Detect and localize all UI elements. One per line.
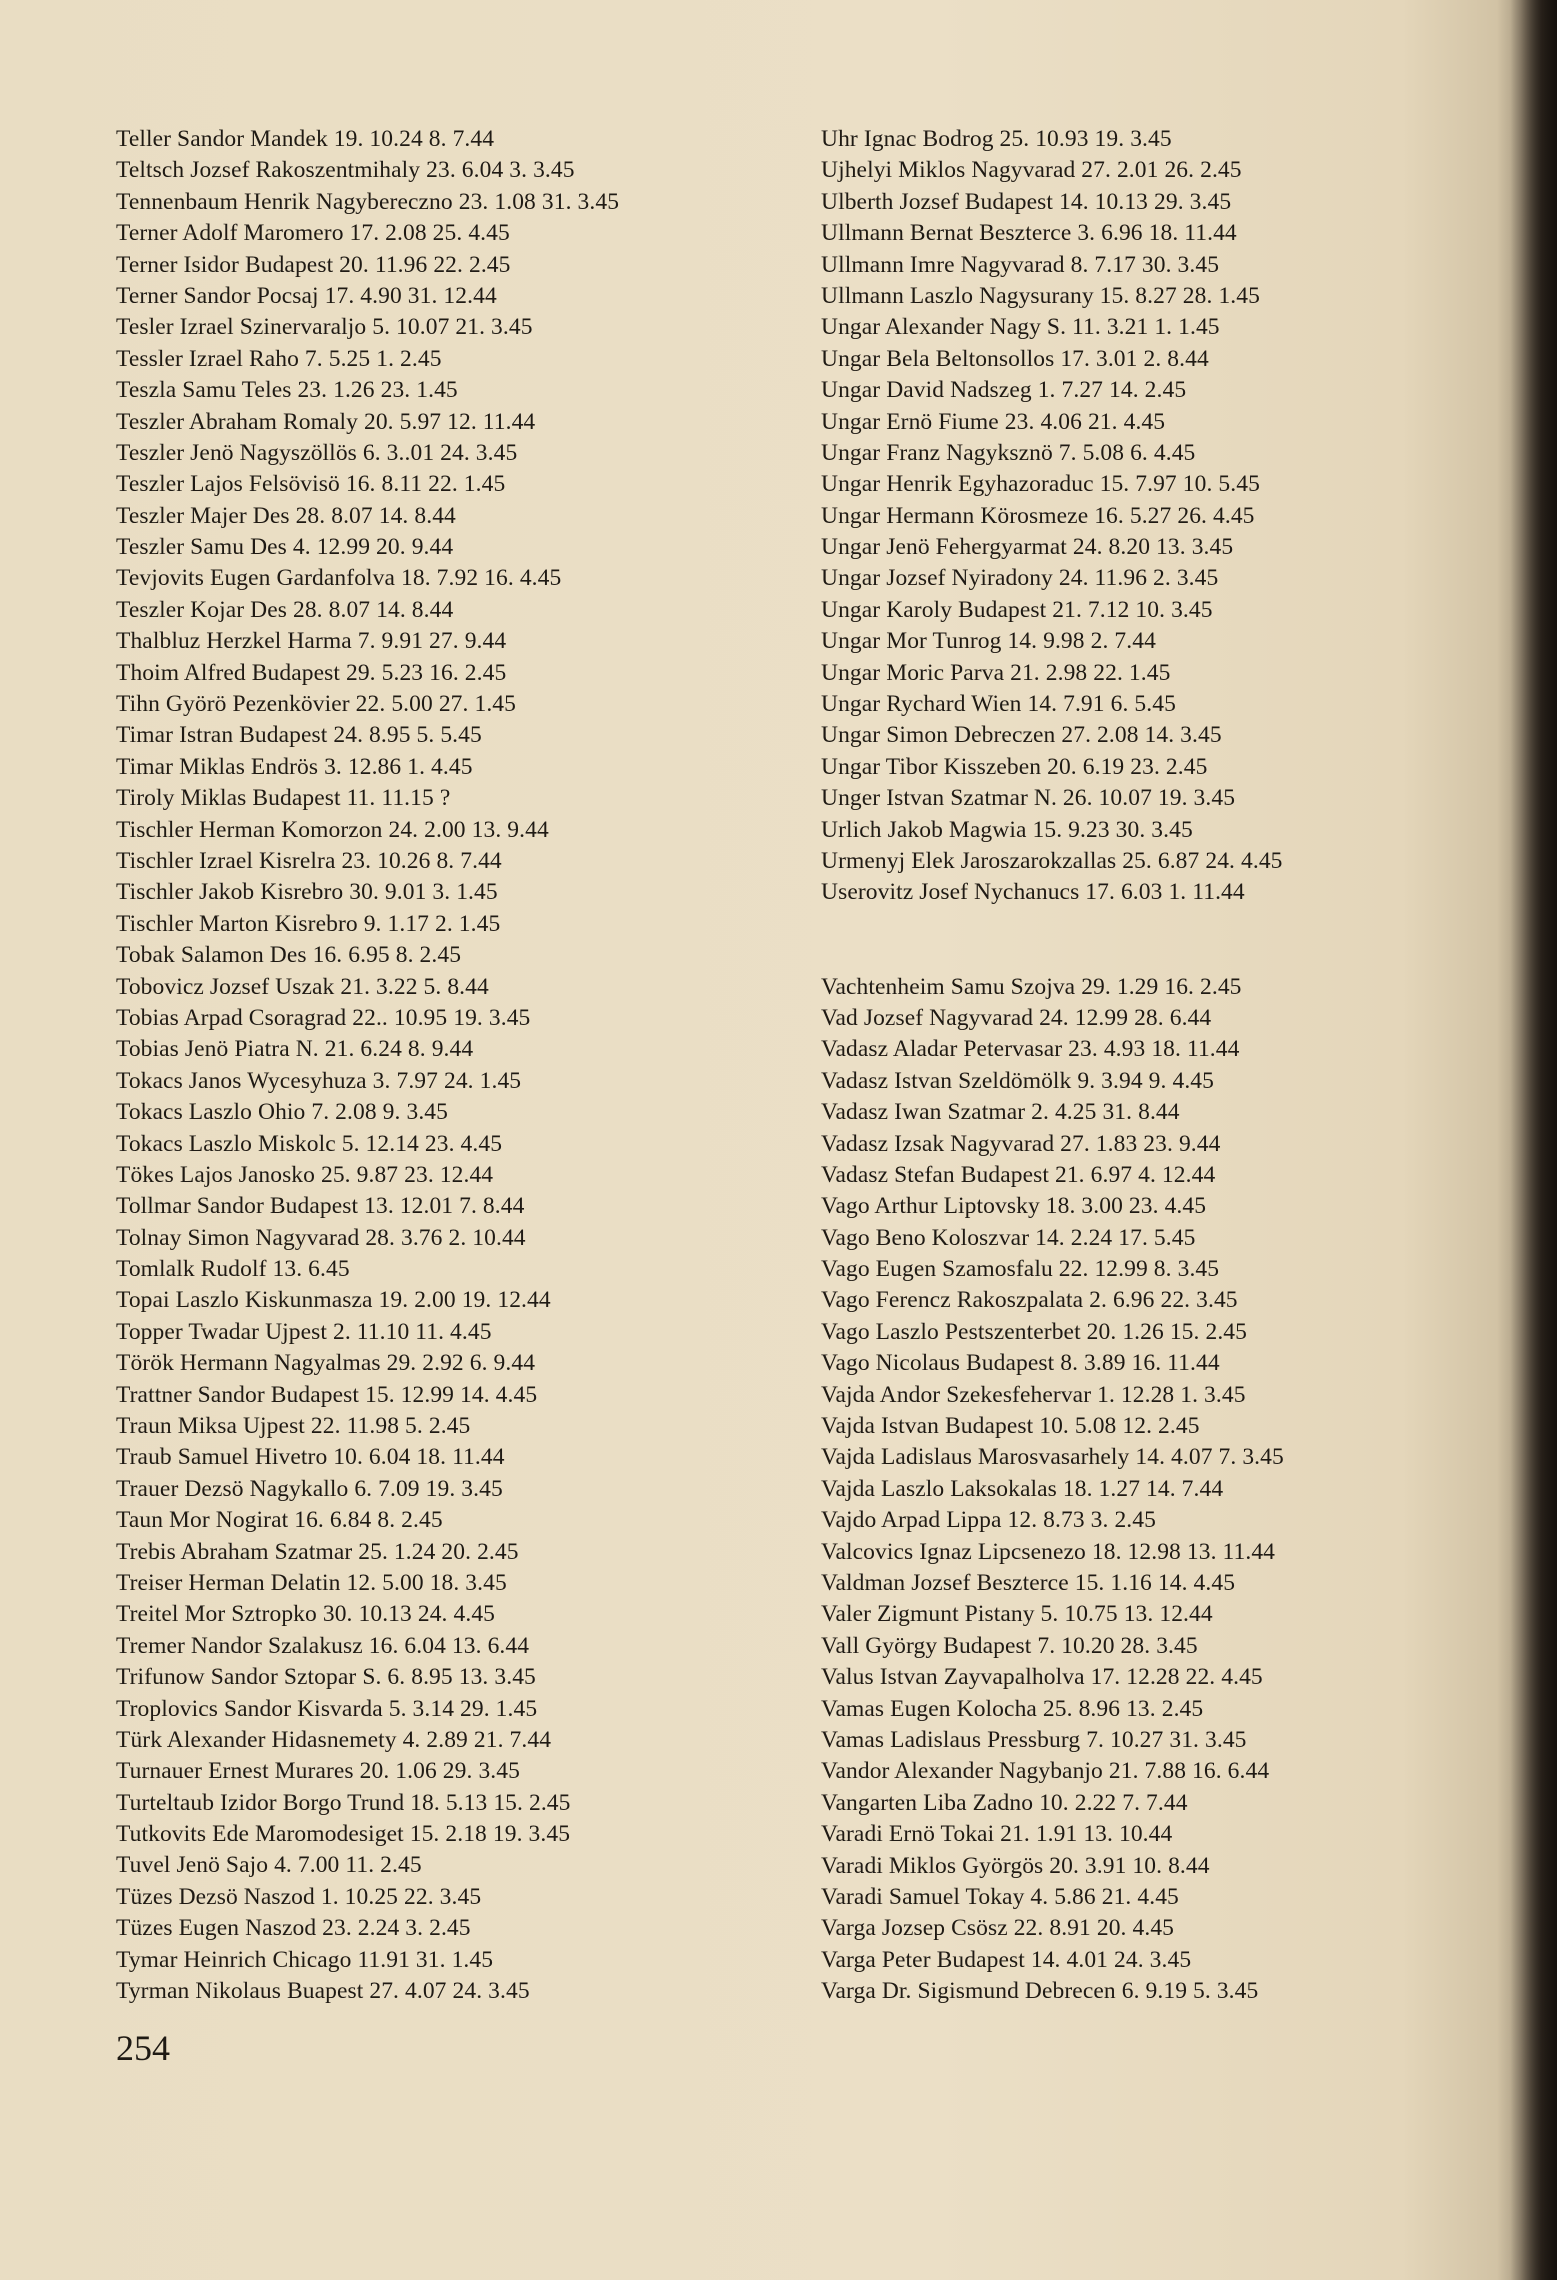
- record-entry: Vadasz Izsak Nagyvarad 27. 1.83 23. 9.44: [821, 1130, 1221, 1157]
- record-entry: Tessler Izrael Raho 7. 5.25 1. 2.45: [116, 345, 442, 372]
- record-entry: Ujhelyi Miklos Nagyvarad 27. 2.01 26. 2.45: [821, 157, 1242, 184]
- record-entry: Teszler Jenö Nagyszöllös 6. 3..01 24. 3.45: [116, 439, 518, 466]
- record-entry: Varadi Samuel Tokay 4. 5.86 21. 4.45: [821, 1883, 1179, 1910]
- record-entry: Tokacs Janos Wycesyhuza 3. 7.97 24. 1.45: [116, 1067, 522, 1094]
- record-entry: Ungar Tibor Kisszeben 20. 6.19 23. 2.45: [821, 753, 1208, 780]
- record-entry: Ungar Moric Parva 21. 2.98 22. 1.45: [821, 659, 1171, 686]
- record-entry: Tobovicz Jozsef Uszak 21. 3.22 5. 8.44: [116, 973, 489, 1000]
- record-entry: Tuvel Jenö Sajo 4. 7.00 11. 2.45: [116, 1852, 422, 1879]
- record-entry: Varga Dr. Sigismund Debrecen 6. 9.19 5. 3.45: [821, 1978, 1259, 2005]
- record-entry: Tobias Arpad Csoragrad 22.. 10.95 19. 3.45: [116, 1004, 531, 1031]
- record-entry: Ungar Franz Nagyksznö 7. 5.08 6. 4.45: [821, 439, 1196, 466]
- record-entry: Teltsch Jozsef Rakoszentmihaly 23. 6.04 3. 3.45: [116, 157, 575, 184]
- record-entry: Tokacs Laszlo Miskolc 5. 12.14 23. 4.45: [116, 1130, 503, 1157]
- record-entry: Ungar Mor Tunrog 14. 9.98 2. 7.44: [821, 628, 1156, 655]
- record-entry: Timar Miklas Endrös 3. 12.86 1. 4.45: [116, 753, 473, 780]
- record-entry: Valcovics Ignaz Lipcsenezo 18. 12.98 13. 11.44: [821, 1538, 1276, 1565]
- record-entry: Tiroly Miklas Budapest 11. 11.15 ?: [116, 785, 451, 812]
- record-entry: Tischler Herman Komorzon 24. 2.00 13. 9.44: [116, 816, 549, 843]
- record-entry: Turteltaub Izidor Borgo Trund 18. 5.13 15. 2.45: [116, 1789, 571, 1816]
- record-entry: Teszler Kojar Des 28. 8.07 14. 8.44: [116, 596, 454, 623]
- record-entry: Valer Zigmunt Pistany 5. 10.75 13. 12.44: [821, 1601, 1213, 1628]
- left-column: [116, 124, 619, 2007]
- record-entry: Tremer Nandor Szalakusz 16. 6.04 13. 6.44: [116, 1632, 530, 1659]
- record-entry: Vadasz Iwan Szatmar 2. 4.25 31. 8.44: [821, 1099, 1180, 1126]
- record-entry: Vamas Ladislaus Pressburg 7. 10.27 31. 3.45: [821, 1726, 1247, 1753]
- record-entry: Vachtenheim Samu Szojva 29. 1.29 16. 2.45: [821, 973, 1242, 1000]
- record-entry: Ullmann Imre Nagyvarad 8. 7.17 30. 3.45: [821, 251, 1220, 278]
- record-entry: Vajda Laszlo Laksokalas 18. 1.27 14. 7.44: [821, 1475, 1224, 1502]
- record-entry: Vajda Andor Szekesfehervar 1. 12.28 1. 3.45: [821, 1381, 1246, 1408]
- record-entry: Vago Nicolaus Budapest 8. 3.89 16. 11.44: [821, 1350, 1220, 1377]
- record-entry: Vajda Istvan Budapest 10. 5.08 12. 2.45: [821, 1413, 1200, 1440]
- record-entry: Teszler Lajos Felsövisö 16. 8.11 22. 1.45: [116, 471, 506, 498]
- record-entry: Ungar David Nadszeg 1. 7.27 14. 2.45: [821, 377, 1187, 404]
- record-entry: Ulberth Jozsef Budapest 14. 10.13 29. 3.45: [821, 188, 1232, 215]
- record-entry: Topai Laszlo Kiskunmasza 19. 2.00 19. 12.44: [116, 1287, 551, 1314]
- record-entry: Türk Alexander Hidasnemety 4. 2.89 21. 7.44: [116, 1726, 552, 1753]
- record-entry: Tüzes Dezsö Naszod 1. 10.25 22. 3.45: [116, 1883, 482, 1910]
- record-entry: Teller Sandor Mandek 19. 10.24 8. 7.44: [116, 126, 495, 152]
- record-entry: Troplovics Sandor Kisvarda 5. 3.14 29. 1.45: [116, 1695, 538, 1722]
- record-entry: Ungar Hermann Körosmeze 16. 5.27 26. 4.45: [821, 502, 1255, 529]
- record-entry: Teszler Abraham Romaly 20. 5.97 12. 11.44: [116, 408, 536, 435]
- record-entry: Thalbluz Herzkel Harma 7. 9.91 27. 9.44: [116, 628, 507, 655]
- record-entry: Treitel Mor Sztropko 30. 10.13 24. 4.45: [116, 1601, 496, 1628]
- record-entry: Trauer Dezsö Nagykallo 6. 7.09 19. 3.45: [116, 1475, 503, 1502]
- record-entry: Timar Istran Budapest 24. 8.95 5. 5.45: [116, 722, 482, 749]
- record-entry: Topper Twadar Ujpest 2. 11.10 11. 4.45: [116, 1318, 492, 1345]
- record-entry: Tokacs Laszlo Ohio 7. 2.08 9. 3.45: [116, 1099, 449, 1126]
- record-entry: Vajda Ladislaus Marosvasarhely 14. 4.07 7. 3.45: [821, 1444, 1284, 1471]
- record-entry: Vago Eugen Szamosfalu 22. 12.99 8. 3.45: [821, 1256, 1220, 1283]
- record-entry: Ungar Ernö Fiume 23. 4.06 21. 4.45: [821, 408, 1166, 435]
- record-entry: Ungar Rychard Wien 14. 7.91 6. 5.45: [821, 691, 1176, 718]
- record-entry: Userovitz Josef Nychanucs 17. 6.03 1. 11.44: [821, 879, 1245, 906]
- record-entry: Vadasz Istvan Szeldömölk 9. 3.94 9. 4.45: [821, 1067, 1215, 1094]
- record-entry: Ungar Bela Beltonsollos 17. 3.01 2. 8.44: [821, 345, 1209, 372]
- record-entry: Tesler Izrael Szinervaraljo 5. 10.07 21. 3.45: [116, 314, 533, 341]
- record-entry: Urlich Jakob Magwia 15. 9.23 30. 3.45: [821, 816, 1193, 843]
- record-entry: Ungar Henrik Egyhazoraduc 15. 7.97 10. 5.45: [821, 471, 1260, 498]
- record-entry: Ullmann Laszlo Nagysurany 15. 8.27 28. 1.45: [821, 282, 1260, 309]
- record-entry: Vamas Eugen Kolocha 25. 8.96 13. 2.45: [821, 1695, 1204, 1722]
- record-entry: Teszler Majer Des 28. 8.07 14. 8.44: [116, 502, 456, 529]
- record-entry: Traun Miksa Ujpest 22. 11.98 5. 2.45: [116, 1413, 471, 1440]
- record-entry: Ungar Karoly Budapest 21. 7.12 10. 3.45: [821, 596, 1213, 623]
- record-entry: Trifunow Sandor Sztopar S. 6. 8.95 13. 3.45: [116, 1664, 536, 1691]
- record-entry: Tihn Györö Pezenkövier 22. 5.00 27. 1.45: [116, 691, 516, 718]
- record-entry: Teszla Samu Teles 23. 1.26 23. 1.45: [116, 377, 458, 404]
- section-gap: [821, 909, 1284, 972]
- record-entry: Vago Beno Koloszvar 14. 2.24 17. 5.45: [821, 1224, 1196, 1251]
- record-entry: Tennenbaum Henrik Nagybereczno 23. 1.08 31. 3.45: [116, 188, 620, 215]
- record-entry: Terner Sandor Pocsaj 17. 4.90 31. 12.44: [116, 282, 497, 309]
- record-entry: Vago Arthur Liptovsky 18. 3.00 23. 4.45: [821, 1193, 1207, 1220]
- page-edge-shadow: [1497, 0, 1557, 2280]
- record-entry: Teszler Samu Des 4. 12.99 20. 9.44: [116, 534, 454, 561]
- record-entry: Ullmann Bernat Beszterce 3. 6.96 18. 11.44: [821, 220, 1237, 247]
- record-entry: Tutkovits Ede Maromodesiget 15. 2.18 19. 3.45: [116, 1821, 571, 1848]
- record-entry: Traub Samuel Hivetro 10. 6.04 18. 11.44: [116, 1444, 505, 1471]
- record-entry: Terner Isidor Budapest 20. 11.96 22. 2.45: [116, 251, 511, 278]
- record-entry: Varadi Miklos Györgös 20. 3.91 10. 8.44: [821, 1852, 1210, 1879]
- record-entry: Unger Istvan Szatmar N. 26. 10.07 19. 3.45: [821, 785, 1236, 812]
- record-entry: Vad Jozsef Nagyvarad 24. 12.99 28. 6.44: [821, 1004, 1212, 1031]
- record-entry: Vago Laszlo Pestszenterbet 20. 1.26 15. 2.45: [821, 1318, 1248, 1345]
- record-entry: Vandor Alexander Nagybanjo 21. 7.88 16. 6.44: [821, 1758, 1270, 1785]
- record-entry: Varga Peter Budapest 14. 4.01 24. 3.45: [821, 1946, 1192, 1973]
- record-entry: Tobias Jenö Piatra N. 21. 6.24 8. 9.44: [116, 1036, 474, 1063]
- record-entry: Tollmar Sandor Budapest 13. 12.01 7. 8.44: [116, 1193, 525, 1220]
- record-entry: Trebis Abraham Szatmar 25. 1.24 20. 2.45: [116, 1538, 519, 1565]
- record-entry: Vadasz Aladar Petervasar 23. 4.93 18. 11.44: [821, 1036, 1240, 1063]
- record-entry: Terner Adolf Maromero 17. 2.08 25. 4.45: [116, 220, 510, 247]
- record-entry: Ungar Simon Debreczen 27. 2.08 14. 3.45: [821, 722, 1222, 749]
- record-entry: Uhr Ignac Bodrog 25. 10.93 19. 3.45: [821, 126, 1172, 152]
- record-entry: Vago Ferencz Rakoszpalata 2. 6.96 22. 3.45: [821, 1287, 1238, 1314]
- record-entry: Treiser Herman Delatin 12. 5.00 18. 3.45: [116, 1569, 507, 1596]
- record-entry: Vangarten Liba Zadno 10. 2.22 7. 7.44: [821, 1789, 1188, 1816]
- record-entry: Trattner Sandor Budapest 15. 12.99 14. 4.45: [116, 1381, 538, 1408]
- record-entry: Taun Mor Nogirat 16. 6.84 8. 2.45: [116, 1507, 443, 1534]
- record-entry: Tolnay Simon Nagyvarad 28. 3.76 2. 10.44: [116, 1224, 526, 1251]
- record-entry: Tischler Izrael Kisrelra 23. 10.26 8. 7.44: [116, 847, 502, 874]
- record-entry: Vajdo Arpad Lippa 12. 8.73 3. 2.45: [821, 1507, 1156, 1534]
- record-entry: Valus Istvan Zayvapalholva 17. 12.28 22. 4.45: [821, 1664, 1263, 1691]
- record-entry: Tischler Marton Kisrebro 9. 1.17 2. 1.45: [116, 910, 501, 937]
- record-entry: Tevjovits Eugen Gardanfolva 18. 7.92 16. 4.45: [116, 565, 562, 592]
- record-entry: Valdman Jozsef Beszterce 15. 1.16 14. 4.45: [821, 1569, 1236, 1596]
- record-entry: Tyrman Nikolaus Buapest 27. 4.07 24. 3.45: [116, 1978, 530, 2005]
- record-entry: Tischler Jakob Kisrebro 30. 9.01 3. 1.45: [116, 879, 498, 906]
- record-entry: Vall György Budapest 7. 10.20 28. 3.45: [821, 1632, 1198, 1659]
- record-entry: Tökes Lajos Janosko 25. 9.87 23. 12.44: [116, 1161, 494, 1188]
- record-entry: Turnauer Ernest Murares 20. 1.06 29. 3.45: [116, 1758, 520, 1785]
- record-entry: Vadasz Stefan Budapest 21. 6.97 4. 12.44: [821, 1161, 1216, 1188]
- record-entry: Tobak Salamon Des 16. 6.95 8. 2.45: [116, 942, 462, 969]
- record-entry: Varadi Ernö Tokai 21. 1.91 13. 10.44: [821, 1821, 1173, 1848]
- record-entry: Ungar Jozsef Nyiradony 24. 11.96 2. 3.45: [821, 565, 1219, 592]
- page-number: 254: [116, 2028, 170, 2068]
- record-entry: Varga Jozsep Csösz 22. 8.91 20. 4.45: [821, 1915, 1175, 1942]
- record-entry: Ungar Alexander Nagy S. 11. 3.21 1. 1.45: [821, 314, 1220, 341]
- right-column: [821, 124, 1284, 2007]
- record-entry: Török Hermann Nagyalmas 29. 2.92 6. 9.44: [116, 1350, 536, 1377]
- record-entry: Tomlalk Rudolf 13. 6.45: [116, 1256, 350, 1283]
- record-entry: Tüzes Eugen Naszod 23. 2.24 3. 2.45: [116, 1915, 471, 1942]
- record-entry: Thoim Alfred Budapest 29. 5.23 16. 2.45: [116, 659, 507, 686]
- record-entry: Urmenyj Elek Jaroszarokzallas 25. 6.87 24. 4.45: [821, 847, 1283, 874]
- record-entry: Tymar Heinrich Chicago 11.91 31. 1.45: [116, 1946, 494, 1973]
- record-entry: Ungar Jenö Fehergyarmat 24. 8.20 13. 3.45: [821, 534, 1234, 561]
